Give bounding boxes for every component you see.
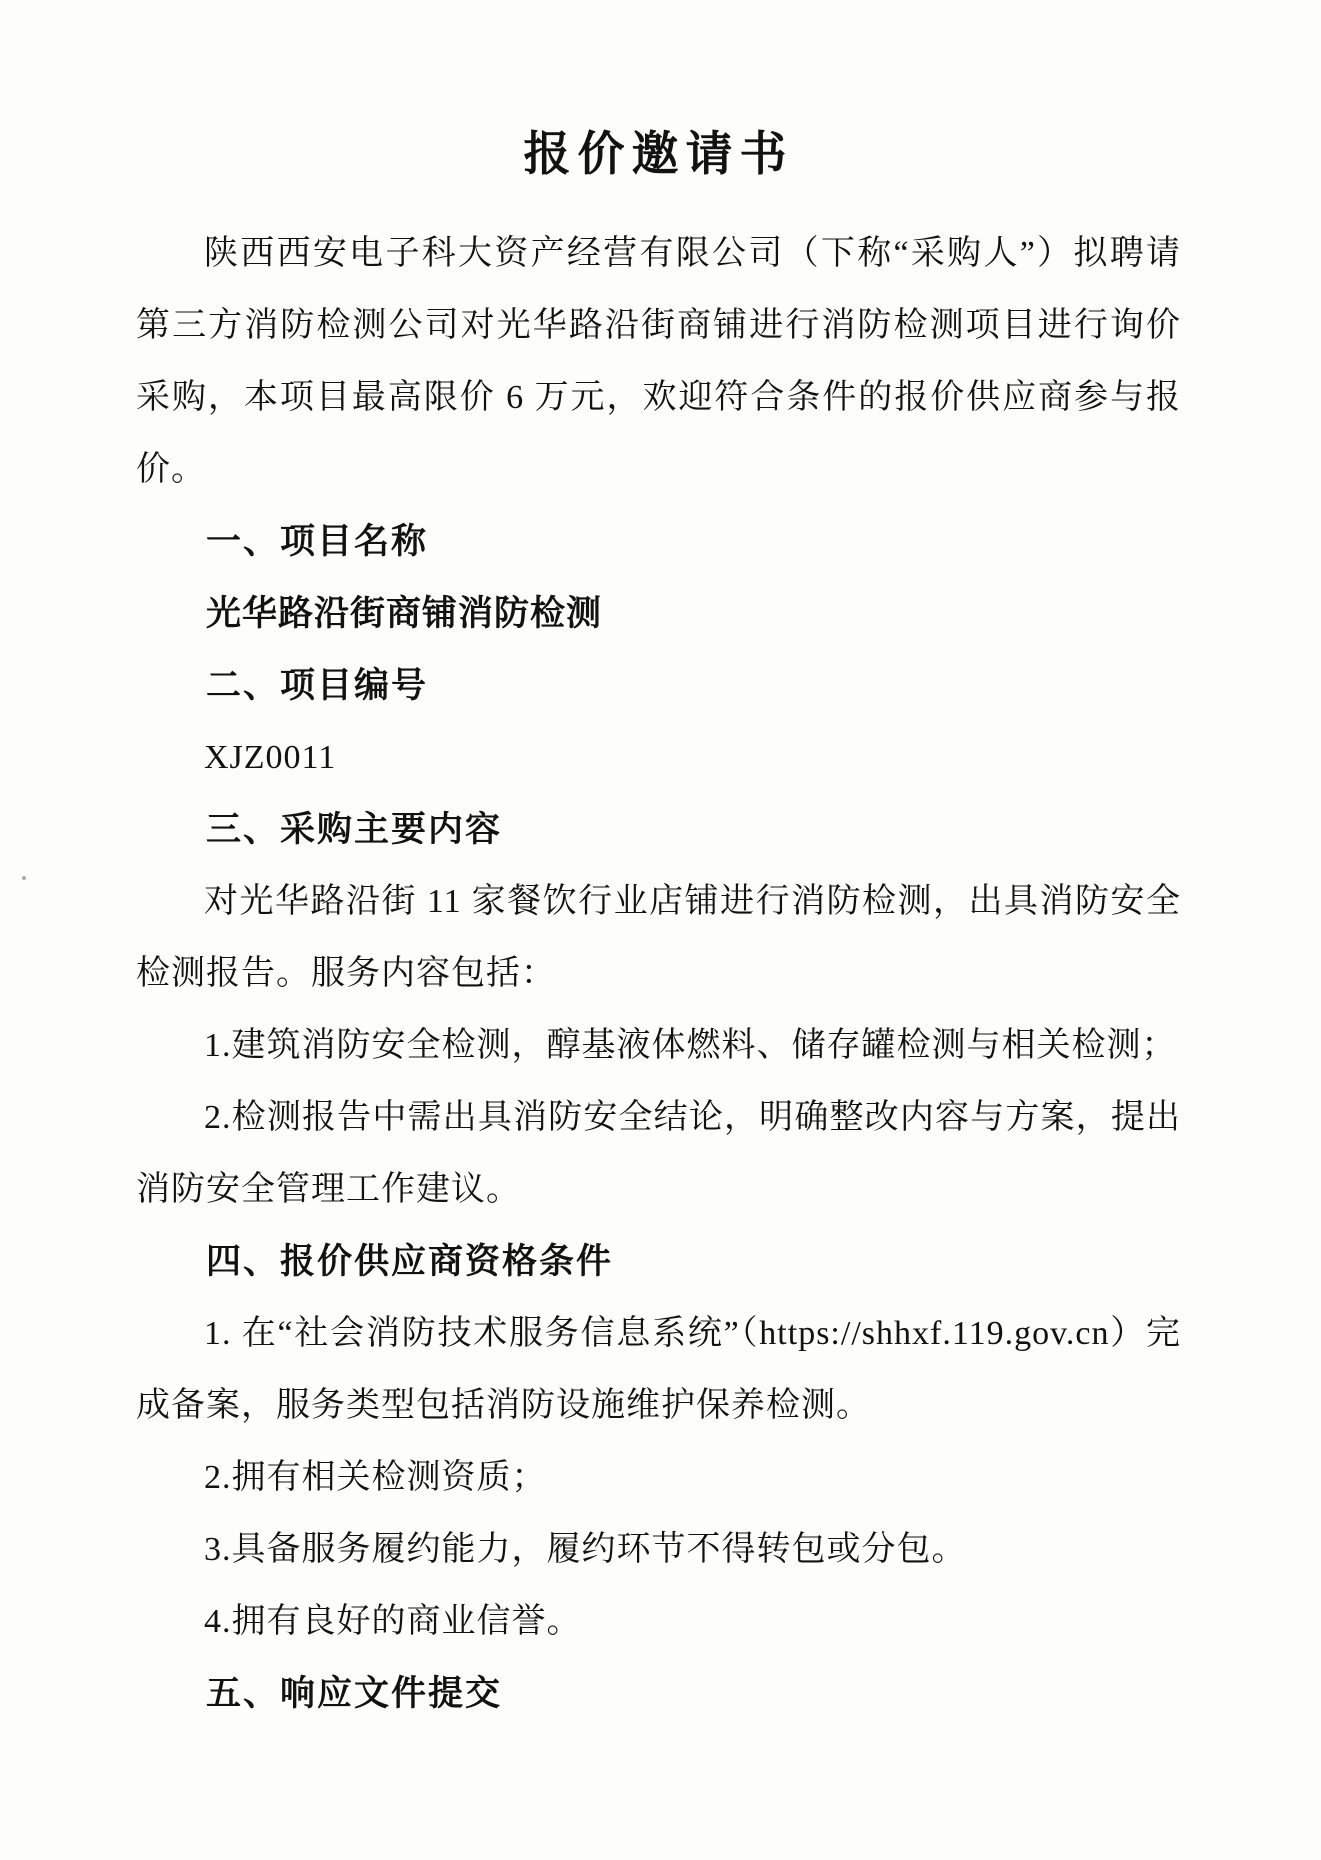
service-item-1: 1.建筑消防安全检测，醇基液体燃料、储存罐检测与相关检测； xyxy=(204,1027,1177,1064)
section-heading-project-number: 二、项目编号 xyxy=(206,666,429,705)
section-heading-supplier-qualifications: 四、报价供应商资格条件 xyxy=(206,1242,614,1281)
project-number-value: XJZ0011 xyxy=(204,739,337,776)
qualification-item-2: 2.拥有相关检测资质； xyxy=(204,1459,547,1496)
section-heading-project-name: 一、项目名称 xyxy=(206,522,429,561)
project-name-value: 光华路沿街商铺消防检测 xyxy=(206,594,603,633)
section-heading-response-submission: 五、响应文件提交 xyxy=(206,1674,503,1713)
document-title: 报价邀请书 xyxy=(523,127,794,180)
section-heading-procurement-content: 三、采购主要内容 xyxy=(206,810,503,849)
scan-speck xyxy=(22,876,26,880)
qualification-item-3: 3.具备服务履约能力，履约环节不得转包或分包。 xyxy=(204,1531,967,1568)
procurement-content-paragraph: 对光华路沿街 11 家餐饮行业店铺进行消防检测，出具消防安全检测报告。服务内容包括： xyxy=(136,883,1181,992)
service-item-2: 2.检测报告中需出具消防安全结论，明确整改内容与方案，提出消防安全管理工作建议。 xyxy=(136,1099,1181,1208)
qualification-item-1: 1. 在“社会消防技术服务信息系统”（https://shhxf.119.gov.cn）完成备案，服务类型包括消防设施维护保养检测。 xyxy=(136,1315,1181,1424)
intro-paragraph: 陕西西安电子科大资产经营有限公司（下称“采购人”）拟聘请第三方消防检测公司对光华路沿街商铺进行消防检测项目进行询价采购，本项目最高限价 6 万元，欢迎符合条件的报价供应商参与报价。 xyxy=(136,235,1181,488)
qualification-item-4: 4.拥有良好的商业信誉。 xyxy=(204,1603,582,1640)
